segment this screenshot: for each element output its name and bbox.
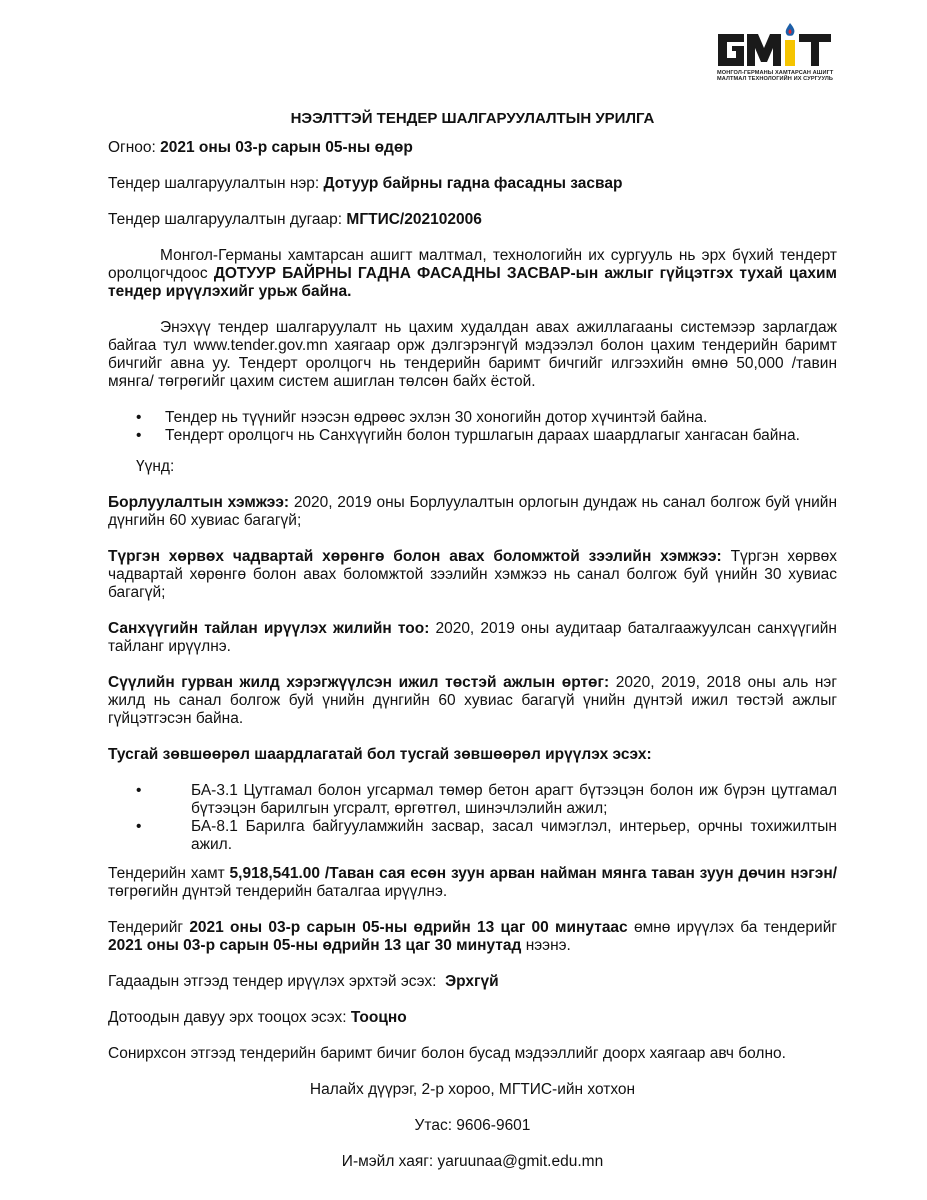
deadline-text: нээнэ. (525, 937, 571, 954)
license-heading-text: Тусгай зөвшөөрөл шаардлагатай бол тусгай зөвшөөрөл ирүүлэх эсэх: (108, 746, 652, 763)
tender-name-line (108, 175, 837, 193)
deadline-submit-time: 2021 оны 03-р сарын 05-ны өдрийн 13 цаг 00 минутаас (189, 919, 628, 936)
logo-subtitle-line1: МОНГОЛ-ГЕРМАНЫ ХАМТАРСАН АШИГТ (717, 70, 834, 76)
guarantee-text-end: төгрөгийн дүнтэй тендерийн баталгаа ирүүлнэ. (108, 883, 448, 900)
conditions-list (108, 409, 837, 445)
address: Налайх дүүрэг, 2-р хороо, МГТИС-ийн хотхон (309, 1081, 636, 1098)
phone: Утас: 9606-9601 (414, 1117, 531, 1134)
date-line (108, 139, 837, 157)
procurement-paragraph: Энэхүү тендер шалгаруулалт нь цахим худалдан авах ажиллагааны системээр зарлагдаж байгаа тул www.tender.gov.mn хаягаар орж дэлгэрэнгүй мэдээлэл болон цахим тендерийн баримт бичгийг авна уу. Тендерт оролцогч нь тендерийн баримт бичгийг илгээхийн өмнө 50,000 /тавин мянга/ төгрөгийг цахим систем ашиглан төлсөн байх ёстой. (108, 319, 837, 390)
requirement-text: 2020, 2019, 2018 оны аль нэг жилд нь санал болгож буй үнийн дүнгийн 60 хувиас багагүй үнийн дүнтэй ижил төстэй ажлыг гүйцэтгэсэн байна. (108, 674, 837, 727)
list-item: • БА-3.1 Цутгамал болон угсармал төмөр бетон арагт бүтээцэн болон иж бүрэн цутгамал бүтээцэн барилгын угсралт, өргөтгөл, шинэчлэлийн ажил; (108, 782, 837, 818)
tender-name-value: Дотуур байрны гадна фасадны засвар (323, 175, 623, 192)
email: И-мэйл хаяг: yaruunaa@gmit.edu.mn (341, 1153, 604, 1170)
requirement-sales (108, 494, 837, 530)
list-item: • БА-8.1 Барилга байгууламжийн засвар, засал чимэглэл, интерьер, орчны тохижилтын ажил. (108, 818, 837, 854)
deadline-paragraph (108, 919, 837, 955)
ynd-label: Үүнд: (136, 458, 175, 475)
tender-name-label: Тендер шалгаруулалтын нэр: (108, 175, 320, 192)
foreign-value: Эрхгүй (445, 973, 499, 990)
foreign-eligibility-line (108, 973, 837, 991)
requirement-experience (108, 674, 837, 728)
document-title: НЭЭЛТТЭЙ ТЕНДЕР ШАЛГАРУУЛАЛТЫН УРИЛГА (290, 110, 655, 127)
deadline-open-time: 2021 оны 03-р сарын 05-ны өдрийн 13 цаг 30 минутад (108, 937, 522, 954)
gmit-logo (714, 20, 834, 90)
intro-bold: ДОТУУР БАЙРНЫ ГАДНА ФАСАДНЫ ЗАСВАР-ын ажлыг гүйцэтгэх тухай цахим тендер ирүүлэхийг урьж байна. (108, 265, 837, 300)
guarantee-amount: 5,918,541.00 /Таван сая есөн зуун арван найман мянга таван зуун дөчин нэгэн/ (229, 865, 837, 882)
domestic-label: Дотоодын давуу эрх тооцох эсэх: (108, 1009, 347, 1026)
document-content (108, 110, 837, 1171)
deadline-text: өмнө ирүүлэх ба тендерийг (633, 919, 838, 936)
requirement-text: Түргэн хөрвөх чадвартай хөрөнгө болон авах боломжтой зээлийн хэмжээ нь санал болгож буй үнийн 30 хувиас багагүй; (108, 548, 838, 601)
gmit-logo-graphic (714, 20, 834, 70)
requirement-label: Санхүүгийн тайлан ирүүлэх жилийн тоо: (108, 620, 430, 637)
tender-number-value: МГТИС/202102006 (346, 211, 482, 228)
intro-text: Монгол-Германы хамтарсан ашигт малтмал, технологийн их сургууль нь эрх бүхий тендерт оролцогчдоос (108, 247, 837, 282)
requirement-label: Түргэн хөрвөх чадвартай хөрөнгө болон авах боломжтой зээлийн хэмжээ: (108, 548, 722, 565)
date-value: 2021 оны 03-р сарын 05-ны өдөр (160, 139, 413, 156)
requirement-label: Сүүлийн гурван жилд хэрэгжүүлсэн ижил төстэй ажлын өртөг: (108, 674, 610, 691)
contact-intro: Сонирхсон этгээд тендерийн баримт бичиг болон бусад мэдээллийг доорх хаягаар авч болно. (108, 1045, 786, 1062)
list-item: • Тендер нь түүнийг нээсэн өдрөөс эхлэн 30 хоногийн дотор хүчинтэй байна. (108, 409, 837, 427)
foreign-label: Гадаадын этгээд тендер ирүүлэх эрхтэй эсэх: (108, 973, 437, 990)
guarantee-paragraph (108, 865, 837, 901)
intro-paragraph (108, 247, 837, 301)
requirement-financial-report (108, 620, 837, 656)
license-heading (108, 746, 837, 764)
guarantee-text: Тендерийн хамт (108, 865, 225, 882)
logo-subtitle (717, 70, 835, 83)
requirement-text: 2020, 2019 оны аудитаар баталгаажуулсан санхүүгийн тайланг ирүүлнэ. (108, 620, 837, 655)
deadline-text: Тендерийг (108, 919, 184, 936)
requirement-label: Борлуулалтын хэмжээ: (108, 494, 290, 511)
date-label: Огноо: (108, 139, 156, 156)
domestic-preference-line (108, 1009, 837, 1027)
requirement-text: 2020, 2019 оны Борлуулалтын орлогын дундаж нь санал болгож буй үнийн дүнгийн 60 хувиас багагүй; (108, 494, 838, 529)
tender-number-label: Тендер шалгаруулалтын дугаар: (108, 211, 343, 228)
license-list (108, 782, 837, 854)
domestic-value: Тооцно (350, 1009, 407, 1026)
tender-number-line (108, 211, 837, 229)
requirement-liquidity (108, 548, 837, 602)
logo-subtitle-line2: МАЛТМАЛ ТЕХНОЛОГИЙН ИХ СУРГУУЛЬ (717, 76, 834, 83)
list-item: • Тендерт оролцогч нь Санхүүгийн болон туршлагын дараах шаардлагыг хангасан байна. (108, 427, 837, 445)
